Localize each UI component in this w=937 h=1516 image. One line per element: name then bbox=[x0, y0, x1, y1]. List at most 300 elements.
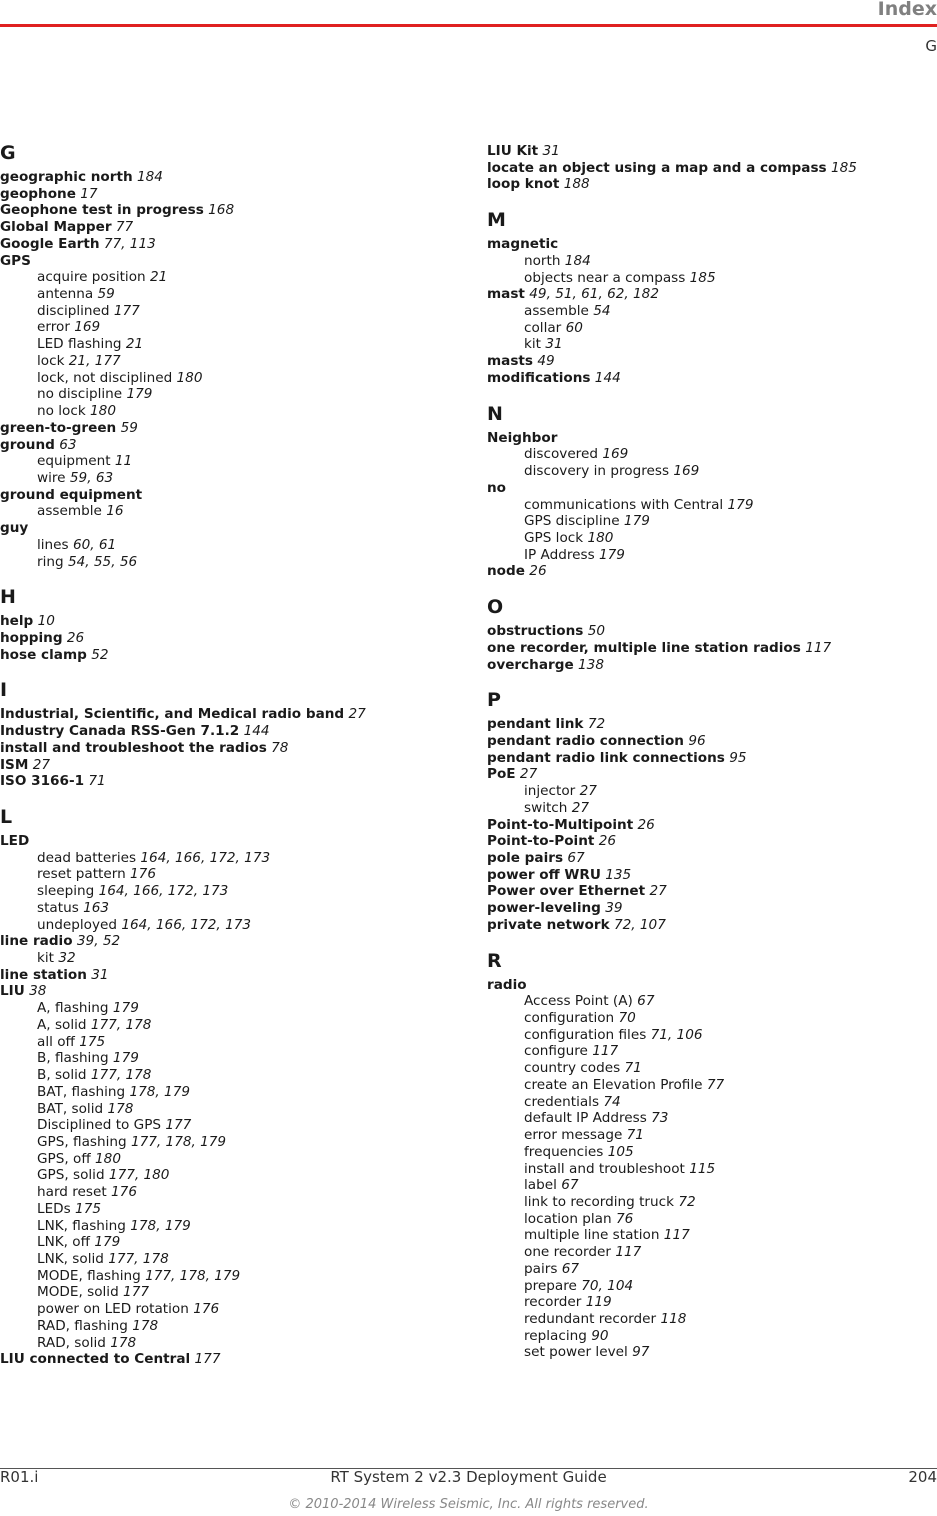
entry-term: IP Address bbox=[524, 546, 595, 563]
entry-term: LED flashing bbox=[37, 336, 122, 353]
index-subentry bbox=[0, 917, 450, 934]
index-entry bbox=[487, 353, 937, 370]
index-subentry bbox=[487, 1211, 937, 1228]
entry-term: hose clamp bbox=[0, 646, 87, 663]
entry-page-links[interactable]: 144 bbox=[243, 723, 270, 740]
header-letter: G bbox=[925, 37, 937, 55]
index-entry bbox=[0, 647, 450, 664]
entry-term: node bbox=[487, 563, 525, 580]
index-column-left bbox=[0, 142, 450, 1368]
entry-page-links[interactable]: 72, 107 bbox=[613, 916, 666, 933]
entry-term: overcharge bbox=[487, 656, 574, 673]
entry-term: GPS, solid bbox=[37, 1167, 105, 1184]
index-entry bbox=[0, 169, 450, 186]
index-subentry bbox=[0, 319, 450, 336]
entry-page-links[interactable]: 77 bbox=[706, 1076, 725, 1093]
index-subentry bbox=[0, 1234, 450, 1251]
entry-page-links[interactable]: 163 bbox=[83, 899, 110, 916]
index-section bbox=[0, 586, 450, 663]
entry-term: pole pairs bbox=[487, 850, 564, 866]
index-subentry bbox=[0, 1134, 450, 1151]
entry-term: MODE, solid bbox=[37, 1284, 119, 1301]
entry-page-links[interactable]: 54, 55, 56 bbox=[67, 553, 138, 570]
index-subentry bbox=[487, 1161, 937, 1178]
entry-term: masts bbox=[487, 353, 534, 370]
entry-term: radio bbox=[487, 976, 527, 993]
entry-page-links[interactable]: 177, 178, 179 bbox=[130, 1133, 227, 1150]
index-section bbox=[0, 679, 450, 790]
index-subentry bbox=[0, 1335, 450, 1352]
entry-term: replacing bbox=[524, 1327, 587, 1344]
entry-page-links[interactable]: 177, 178 bbox=[108, 1250, 169, 1267]
entry-term: loop knot bbox=[487, 176, 560, 193]
entry-page-links[interactable]: 10 bbox=[37, 613, 55, 630]
index-subentry bbox=[487, 270, 937, 287]
entry-page-links[interactable]: 16 bbox=[106, 503, 124, 520]
index-subentry bbox=[487, 1328, 937, 1345]
index-subentry bbox=[487, 1094, 937, 1111]
entry-page-links[interactable]: 21 bbox=[125, 336, 144, 353]
index-subentry bbox=[487, 547, 937, 564]
entry-page-links[interactable]: 178 bbox=[107, 1100, 134, 1117]
entry-term: set power level bbox=[524, 1344, 628, 1361]
entry-term: kit bbox=[37, 950, 54, 967]
entry-term: ground bbox=[0, 436, 55, 453]
entry-page-links[interactable]: 164, 166, 172, 173 bbox=[98, 883, 229, 900]
entry-page-links[interactable]: 179 bbox=[623, 513, 650, 530]
entry-page-links[interactable]: 49 bbox=[537, 353, 555, 370]
entry-page-links[interactable]: 178, 179 bbox=[129, 1083, 191, 1100]
entry-page-links[interactable]: 31 bbox=[91, 966, 109, 983]
entry-page-links[interactable]: 73 bbox=[651, 1110, 669, 1127]
index-entry bbox=[0, 520, 450, 537]
index-subentry bbox=[0, 1218, 450, 1235]
index-entry bbox=[0, 253, 450, 270]
index-subentry bbox=[487, 1043, 937, 1060]
entry-page-links[interactable]: 74 bbox=[603, 1093, 621, 1110]
index-subentry bbox=[487, 1244, 937, 1261]
entry-page-links[interactable]: 97 bbox=[632, 1344, 650, 1361]
index-section bbox=[487, 689, 937, 933]
header-title: Index bbox=[877, 0, 937, 20]
entry-page-links[interactable]: 105 bbox=[607, 1143, 634, 1160]
entry-page-links[interactable]: 177 bbox=[113, 302, 140, 319]
index-section bbox=[487, 403, 937, 580]
entry-term: GPS bbox=[0, 252, 31, 269]
entry-page-links[interactable]: 76 bbox=[615, 1210, 634, 1227]
entry-page-links[interactable]: 144 bbox=[594, 369, 621, 386]
entry-term: guy bbox=[0, 520, 29, 537]
entry-term: collar bbox=[524, 319, 562, 336]
index-subentry bbox=[487, 1060, 937, 1077]
entry-term: no discipline bbox=[37, 386, 123, 403]
index-entry bbox=[0, 202, 450, 219]
entry-page-links[interactable]: 177, 178 bbox=[90, 1016, 152, 1033]
footer-revision: R01.i bbox=[0, 1468, 39, 1486]
entry-term: pendant radio link connections bbox=[487, 749, 725, 766]
index-entry bbox=[487, 817, 937, 834]
entry-page-links[interactable]: 67 bbox=[567, 850, 585, 866]
entry-term: credentials bbox=[524, 1093, 600, 1110]
section-letter: L bbox=[0, 806, 13, 828]
entry-page-links[interactable]: 180 bbox=[176, 369, 203, 386]
entry-page-links[interactable]: 184 bbox=[564, 252, 591, 269]
entry-term: line station bbox=[0, 966, 87, 983]
entry-term: frequencies bbox=[524, 1143, 604, 1160]
index-subentry bbox=[487, 1010, 937, 1027]
entry-term: wire bbox=[37, 469, 66, 486]
entry-page-links[interactable]: 177 bbox=[194, 1351, 221, 1368]
entry-page-links[interactable]: 135 bbox=[605, 866, 632, 883]
entry-page-links[interactable]: 180 bbox=[587, 529, 614, 546]
entry-term: communications with Central bbox=[524, 496, 724, 513]
entry-page-links[interactable]: 77, 113 bbox=[103, 235, 156, 252]
entry-page-links[interactable]: 71 bbox=[88, 773, 106, 790]
entry-page-links[interactable]: 17 bbox=[80, 185, 98, 202]
entry-page-links[interactable]: 39 bbox=[605, 900, 623, 917]
entry-page-links[interactable]: 38 bbox=[29, 983, 47, 1000]
entry-page-links[interactable]: 179 bbox=[126, 386, 153, 403]
index-entry bbox=[487, 657, 937, 674]
index-subentry bbox=[0, 353, 450, 370]
entry-page-links[interactable]: 60, 61 bbox=[72, 536, 117, 553]
index-entry bbox=[487, 766, 937, 783]
entry-page-links[interactable]: 27 bbox=[579, 783, 597, 800]
index-subentry bbox=[0, 1084, 450, 1101]
index-subentry bbox=[0, 1251, 450, 1268]
section-letter: O bbox=[487, 596, 504, 619]
entry-term: Geophone test in progress bbox=[0, 202, 204, 219]
section-letter: M bbox=[487, 209, 506, 232]
index-entry bbox=[487, 883, 937, 900]
entry-term: GPS lock bbox=[524, 529, 584, 546]
entry-term: assemble bbox=[524, 303, 589, 320]
index-subentry bbox=[0, 1034, 450, 1051]
entry-page-links[interactable]: 31 bbox=[545, 336, 563, 353]
entry-page-links[interactable]: 63 bbox=[59, 436, 77, 453]
entry-page-links[interactable]: 67 bbox=[561, 1177, 579, 1194]
entry-term: green-to-green bbox=[0, 419, 117, 436]
entry-term: lock, not disciplined bbox=[37, 369, 173, 386]
entry-term: LIU connected to Central bbox=[0, 1351, 191, 1368]
index-subentry bbox=[487, 1077, 937, 1094]
index-entry bbox=[487, 286, 937, 303]
index-subentry bbox=[0, 303, 450, 320]
entry-page-links[interactable]: 178 bbox=[132, 1317, 159, 1334]
index-entry bbox=[0, 757, 450, 774]
entry-term: ISM bbox=[0, 756, 29, 773]
entry-page-links[interactable]: 90 bbox=[591, 1327, 609, 1344]
index-entry bbox=[0, 487, 450, 504]
index-subentry bbox=[0, 883, 450, 900]
index-subentry bbox=[0, 866, 450, 883]
entry-page-links[interactable]: 188 bbox=[563, 176, 590, 193]
entry-page-links[interactable]: 26 bbox=[66, 629, 85, 646]
entry-term: assemble bbox=[37, 503, 102, 520]
index-subentry bbox=[487, 1027, 937, 1044]
index-entry bbox=[487, 977, 937, 994]
entry-term: pendant radio connection bbox=[487, 732, 684, 749]
entry-term: BAT, flashing bbox=[37, 1083, 126, 1100]
entry-page-links[interactable]: 176 bbox=[193, 1301, 220, 1318]
entry-term: LEDs bbox=[37, 1200, 71, 1217]
entry-term: line radio bbox=[0, 933, 73, 950]
entry-term: PoE bbox=[487, 766, 516, 783]
entry-page-links[interactable]: 27 bbox=[32, 756, 51, 773]
entry-page-links[interactable]: 115 bbox=[689, 1160, 716, 1177]
entry-page-links[interactable]: 168 bbox=[208, 202, 235, 219]
entry-page-links[interactable]: 26 bbox=[598, 833, 617, 850]
entry-page-links[interactable]: 59 bbox=[120, 419, 138, 436]
entry-page-links[interactable]: 32 bbox=[58, 950, 76, 967]
index-section bbox=[487, 950, 937, 1362]
index-entry bbox=[487, 370, 937, 387]
index-subentry bbox=[0, 554, 450, 571]
entry-page-links[interactable]: 71 bbox=[626, 1127, 644, 1144]
entry-term: hard reset bbox=[37, 1184, 107, 1201]
entry-term: mast bbox=[487, 286, 525, 303]
entry-page-links[interactable]: 70 bbox=[618, 1010, 636, 1027]
entry-page-links[interactable]: 67 bbox=[637, 993, 655, 1010]
entry-term: Power over Ethernet bbox=[487, 883, 646, 900]
index-subentry bbox=[487, 1144, 937, 1161]
entry-page-links[interactable]: 185 bbox=[689, 269, 716, 286]
entry-page-links[interactable]: 119 bbox=[585, 1294, 612, 1311]
index-entry bbox=[487, 640, 937, 657]
index-subentry bbox=[487, 1261, 937, 1278]
entry-page-links[interactable]: 77 bbox=[115, 219, 134, 236]
entry-page-links[interactable]: 27 bbox=[348, 706, 366, 723]
entry-page-links[interactable]: 11 bbox=[114, 453, 133, 470]
entry-page-links[interactable]: 117 bbox=[663, 1227, 690, 1244]
entry-page-links[interactable]: 49, 51, 61, 62, 182 bbox=[529, 286, 659, 303]
index-entry bbox=[487, 236, 937, 253]
entry-term: power-leveling bbox=[487, 900, 601, 917]
entry-term: pendant link bbox=[487, 716, 584, 733]
entry-page-links[interactable]: 178, 179 bbox=[130, 1217, 191, 1234]
entry-page-links[interactable]: 59, 63 bbox=[69, 469, 114, 486]
entry-page-links[interactable]: 185 bbox=[830, 159, 857, 176]
index-subentry bbox=[0, 336, 450, 353]
index-entry bbox=[487, 917, 937, 934]
entry-page-links[interactable]: 179 bbox=[112, 1050, 139, 1067]
entry-page-links[interactable]: 70, 104 bbox=[581, 1277, 634, 1294]
entry-page-links[interactable]: 169 bbox=[74, 319, 101, 336]
entry-term: MODE, flashing bbox=[37, 1267, 141, 1284]
index-entry bbox=[487, 623, 937, 640]
index-entry bbox=[0, 1351, 450, 1368]
entry-term: disciplined bbox=[37, 302, 110, 319]
index-subentry bbox=[0, 503, 450, 520]
index-entry bbox=[0, 613, 450, 630]
index-subentry bbox=[487, 800, 937, 817]
entry-page-links[interactable]: 50 bbox=[587, 623, 606, 640]
entry-page-links[interactable]: 27 bbox=[519, 766, 538, 783]
entry-page-links[interactable]: 176 bbox=[111, 1184, 137, 1201]
entry-term: Industrial, Scientific, and Medical radio band bbox=[0, 706, 345, 723]
entry-page-links[interactable]: 179 bbox=[112, 1000, 139, 1017]
index-section bbox=[487, 596, 937, 673]
entry-page-links[interactable]: 179 bbox=[727, 496, 754, 513]
entry-term: Access Point (A) bbox=[524, 993, 633, 1010]
entry-term: private network bbox=[487, 916, 610, 933]
entry-page-links[interactable]: 179 bbox=[94, 1234, 121, 1251]
entry-term: RAD, flashing bbox=[37, 1317, 128, 1334]
index-subentry bbox=[487, 463, 937, 480]
entry-term: LIU bbox=[0, 983, 25, 1000]
entry-page-links[interactable]: 164, 166, 172, 173 bbox=[121, 916, 252, 933]
entry-page-links[interactable]: 26 bbox=[529, 563, 547, 580]
entry-term: label bbox=[524, 1177, 557, 1194]
entry-page-links[interactable]: 117 bbox=[615, 1244, 642, 1261]
entry-page-links[interactable]: 71 bbox=[624, 1060, 642, 1077]
index-subentry bbox=[0, 850, 450, 867]
index-subentry bbox=[487, 1278, 937, 1295]
index-subentry bbox=[487, 783, 937, 800]
entry-term: geophone bbox=[0, 185, 76, 202]
entry-page-links[interactable]: 54 bbox=[593, 303, 611, 320]
entry-term: LIU Kit bbox=[487, 143, 539, 159]
entry-page-links[interactable]: 60 bbox=[565, 319, 583, 336]
entry-page-links[interactable]: 184 bbox=[136, 169, 163, 185]
index-subentry bbox=[487, 303, 937, 320]
index-entry bbox=[487, 430, 937, 447]
index-subentry bbox=[0, 1117, 450, 1134]
entry-page-links[interactable]: 59 bbox=[97, 286, 115, 303]
entry-page-links[interactable]: 52 bbox=[91, 646, 109, 663]
entry-term: configuration files bbox=[524, 1026, 647, 1043]
entry-page-links[interactable]: 21, 177 bbox=[68, 352, 121, 369]
entry-term: magnetic bbox=[487, 236, 559, 253]
entry-page-links[interactable]: 177, 180 bbox=[108, 1167, 170, 1184]
entry-page-links[interactable]: 176 bbox=[130, 866, 156, 883]
entry-page-links[interactable]: 175 bbox=[75, 1200, 101, 1217]
entry-page-links[interactable]: 164, 166, 172, 173 bbox=[140, 849, 271, 866]
entry-page-links[interactable]: 72 bbox=[678, 1193, 696, 1210]
index-subentry bbox=[0, 1050, 450, 1067]
entry-page-links[interactable]: 72 bbox=[587, 716, 606, 733]
entry-page-links[interactable]: 169 bbox=[673, 463, 700, 480]
entry-page-links[interactable]: 117 bbox=[805, 639, 832, 656]
entry-term: hopping bbox=[0, 629, 63, 646]
footer-doc-title: RT System 2 v2.3 Deployment Guide bbox=[330, 1468, 607, 1486]
entry-page-links[interactable]: 175 bbox=[79, 1033, 106, 1050]
entry-page-links[interactable]: 78 bbox=[271, 739, 289, 756]
entry-term: pairs bbox=[524, 1260, 558, 1277]
index-subentry bbox=[487, 1127, 937, 1144]
entry-term: configuration bbox=[524, 1010, 615, 1027]
index-subentry bbox=[0, 537, 450, 554]
entry-page-links[interactable]: 178 bbox=[110, 1334, 137, 1351]
index-entry bbox=[0, 630, 450, 647]
entry-term: GPS discipline bbox=[524, 513, 620, 530]
header-rule bbox=[0, 24, 937, 27]
entry-page-links[interactable]: 177, 178, 179 bbox=[145, 1267, 241, 1284]
entry-term: antenna bbox=[37, 286, 94, 303]
entry-term: geographic north bbox=[0, 169, 133, 185]
footer-page-number: 204 bbox=[908, 1468, 937, 1486]
index-subentry bbox=[487, 446, 937, 463]
entry-term: A, flashing bbox=[37, 1000, 109, 1017]
entry-page-links[interactable]: 95 bbox=[729, 749, 747, 766]
entry-page-links[interactable]: 117 bbox=[592, 1043, 619, 1060]
entry-term: objects near a compass bbox=[524, 269, 686, 286]
entry-page-links[interactable]: 138 bbox=[578, 656, 604, 673]
entry-term: Point-to-Point bbox=[487, 833, 595, 850]
entry-term: error message bbox=[524, 1127, 623, 1144]
entry-page-links[interactable]: 177 bbox=[165, 1117, 192, 1134]
entry-term: locate an object using a map and a compass bbox=[487, 159, 827, 176]
entry-term: error bbox=[37, 319, 70, 336]
entry-term: create an Elevation Profile bbox=[524, 1076, 703, 1093]
section-letter: R bbox=[487, 949, 502, 972]
index-subentry bbox=[0, 1284, 450, 1301]
index-subentry bbox=[487, 530, 937, 547]
entry-page-links[interactable]: 27 bbox=[649, 883, 667, 900]
section-letter: G bbox=[0, 142, 16, 164]
entry-term: default IP Address bbox=[524, 1110, 647, 1127]
index-subentry bbox=[0, 1000, 450, 1017]
entry-page-links[interactable]: 179 bbox=[599, 546, 625, 563]
entry-page-links[interactable]: 96 bbox=[688, 732, 706, 749]
entry-term: equipment bbox=[37, 453, 111, 470]
entry-page-links[interactable]: 169 bbox=[602, 446, 629, 463]
entry-term: sleeping bbox=[37, 883, 95, 900]
index-entry bbox=[0, 933, 450, 950]
entry-page-links[interactable]: 67 bbox=[561, 1260, 580, 1277]
index-subentry bbox=[0, 1167, 450, 1184]
entry-term: install and troubleshoot the radios bbox=[0, 739, 267, 756]
index-subentry bbox=[487, 993, 937, 1010]
entry-term: one recorder, multiple line station radios bbox=[487, 639, 801, 656]
index-entry bbox=[0, 773, 450, 790]
entry-term: all off bbox=[37, 1033, 75, 1050]
entry-term: switch bbox=[524, 799, 568, 816]
index-section bbox=[0, 142, 450, 570]
index-entry bbox=[487, 833, 937, 850]
entry-term: A, solid bbox=[37, 1016, 87, 1033]
entry-page-links[interactable]: 177, 178 bbox=[90, 1067, 152, 1084]
entry-term: obstructions bbox=[487, 623, 584, 640]
entry-page-links[interactable]: 71, 106 bbox=[650, 1026, 703, 1043]
index-subentry bbox=[0, 470, 450, 487]
index-entry bbox=[487, 733, 937, 750]
entry-page-links[interactable]: 118 bbox=[660, 1310, 687, 1327]
entry-term: B, flashing bbox=[37, 1050, 109, 1067]
index-subentry bbox=[487, 320, 937, 337]
entry-page-links[interactable]: 177 bbox=[123, 1284, 149, 1301]
index-entry bbox=[0, 437, 450, 454]
entry-term: reset pattern bbox=[37, 866, 126, 883]
entry-term: no lock bbox=[37, 403, 86, 420]
section-letter: N bbox=[487, 402, 503, 425]
entry-page-links[interactable]: 39, 52 bbox=[76, 933, 121, 950]
entry-page-links[interactable]: 180 bbox=[95, 1150, 121, 1167]
entry-page-links[interactable]: 31 bbox=[542, 143, 560, 159]
index-subentry bbox=[0, 286, 450, 303]
entry-term: LNK, solid bbox=[37, 1250, 104, 1267]
entry-page-links[interactable]: 27 bbox=[571, 799, 590, 816]
index-entry bbox=[487, 900, 937, 917]
index-subentry bbox=[0, 403, 450, 420]
entry-term: discovery in progress bbox=[524, 463, 670, 480]
index-subentry bbox=[0, 453, 450, 470]
entry-term: lock bbox=[37, 352, 65, 369]
entry-term: north bbox=[524, 252, 561, 269]
entry-page-links[interactable]: 21 bbox=[149, 269, 168, 286]
entry-page-links[interactable]: 180 bbox=[90, 403, 116, 420]
entry-page-links[interactable]: 26 bbox=[637, 816, 655, 833]
